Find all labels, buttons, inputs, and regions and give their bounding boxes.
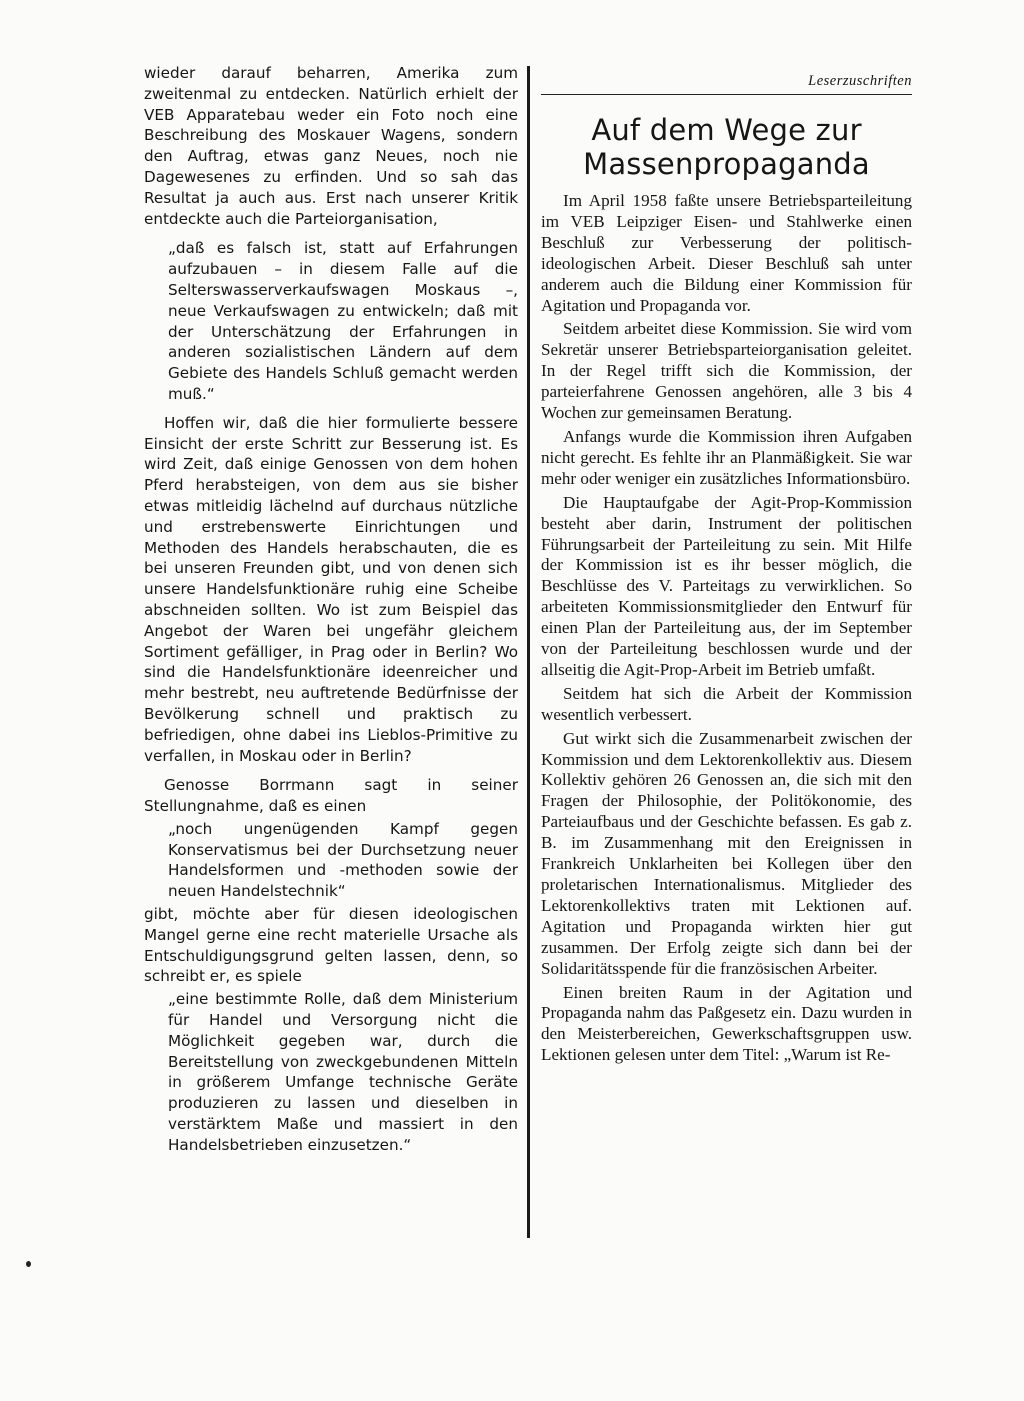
- left-paragraph-2: Hoffen wir, daß die hier formulierte bessere Einsicht der erste Schritt zur Besserung ist. Es wird Zeit, daß einige Genossen von dem hohen Pferd herabsteigen, von dem aus sie bisher etwas mitleidig lächelnd auf durchaus nützliche und erstrebenswerte Einrichtungen und Methoden des Handels herabschauten, die es bei unseren Freunden gibt, und von denen sich unsere Handelsfunktionäre ruhig eine Scheibe abschneiden sollten. Wo ist zum Beispiel das Angebot der Waren bei ungefähr gleichem Sortiment gefälliger, in Prag oder in Berlin? Wo sind die Handelsfunktionäre ideenreicher und mehr bestrebt, neu auftretende Bedürfnisse der Bevölkerung schnell und praktisch zu befriedigen, ohne dabei ins Lieblos-Primitive zu verfallen, in Moskau oder in Berlin?: [144, 413, 518, 765]
- margin-dot: [26, 1261, 31, 1267]
- right-paragraph-5: Seitdem hat sich die Arbeit der Kommission wesentlich verbessert.: [541, 683, 912, 724]
- right-paragraph-7: Einen breiten Raum in der Agitation und Propaganda nahm das Paßgesetz ein. Dazu wurden in den Meisterbereichen, Gewerkschaftsgruppen usw. Lektionen gelesen unter dem Titel: „Warum ist Re-: [541, 982, 912, 1065]
- left-column: [144, 63, 518, 1158]
- right-paragraph-4: Die Hauptaufgabe der Agit-Prop-Kommission besteht aber darin, Instrument der politischen Führungsarbeit der Parteileitung zu sein. Mit Hilfe der Kommission ist es ihr besser möglich, die Beschlüsse des V. Parteitags zu verwirklichen. So arbeiteten Kommissionsmitglieder den Entwurf für einen Plan der Parteileitung aus, der im September von der Parteileitung beschlossen wurde und der allseitig die Agit-Prop-Arbeit im Betrieb umfaßt.: [541, 492, 912, 679]
- left-paragraph-4: gibt, möchte aber für diesen ideologischen Mangel gerne eine recht materielle Ursache als Entschuldigungsgrund gelten lassen, denn, so schreibt er, es spiele: [144, 905, 518, 986]
- left-paragraph-1: wieder darauf beharren, Amerika zum zweitenmal zu entdecken. Natürlich erhielt der VEB Apparatebau weder ein Foto noch eine Beschreibung des Moskauer Wagens, sondern den Auftrag, etwas ganz Neues, noch nie Dagewesenes zu erfinden. Und so sah das Resultat ja auch aus. Erst nach unserer Kritik entdeckte auch die Parteiorganisation,: [144, 64, 518, 228]
- column-divider: [527, 66, 530, 1238]
- right-paragraph-2: Seitdem arbeitet diese Kommission. Sie wird vom Sekretär unserer Betriebsparteiorganisation geleitet. In der Regel trifft sich die Kommission, der parteierfahrene Genossen angehören, alle 3 bis 4 Wochen zur gemeinsamen Beratung.: [541, 319, 912, 423]
- article-title: Auf dem Wege zur Massenpropaganda: [583, 113, 870, 181]
- right-paragraph-3: Anfangs wurde die Kommission ihren Aufgaben nicht gerecht. Es fehlte ihr an Planmäßigkeit. Sie war mehr oder weniger ein zusätzliches Informationsbüro.: [541, 426, 912, 488]
- right-paragraph-6: Gut wirkt sich die Zusammenarbeit zwischen der Kommission und dem Lektorenkollektiv aus. Diesem Kollektiv gehören 26 Genossen an, die sich mit den Fragen der Philosophie, der Politökonomie, des Parteiaufbaus und der Geschichte befassen. Es gab z. B. im Zusammenhang mit den Ereignissen in Frankreich Unklarheiten bei Kollegen über den proletarischen Internationalismus. Mitglieder des Lektorenkollektivs traten mit Lektionen auf. Agitation und Propaganda wirkten hier gut zusammen. Der Erfolg zeigte sich dann bei der Solidaritätsspende für die französischen Arbeiter.: [541, 728, 912, 978]
- right-paragraph-1: Im April 1958 faßte unsere Betriebsparteileitung im VEB Leipziger Eisen- und Stahlwerke einen Beschluß zur Verbesserung der politisch-ideologischen Arbeit. Dieser Beschluß sah unter anderem auch die Bildung einer Kommission für Agitation und Propaganda vor.: [541, 191, 912, 315]
- section-header: Leserzuschriften: [541, 73, 912, 95]
- left-quote-2: „noch ungenügenden Kampf gegen Konservatismus bei der Durchsetzung neuer Handelsformen und -methoden sowie der neuen Handelstechnik“: [168, 819, 518, 901]
- left-quote-1: „daß es falsch ist, statt auf Erfahrungen aufzubauen – in diesem Falle auf die Selterswasserverkaufswagen Moskaus –, neue Verkaufswagen zu entwickeln; daß mit der Unterschätzung der Erfahrungen in anderen sozialistischen Ländern auf dem Gebiete des Handels Schluß gemacht werden muß.“: [168, 239, 518, 403]
- left-paragraph-3: Genosse Borrmann sagt in seiner Stellungnahme, daß es einen: [144, 776, 518, 816]
- left-quote-3: „eine bestimmte Rolle, daß dem Ministerium für Handel und Versorgung nicht die Möglichkeit gegeben war, durch die Bereitstellung von zweckgebundenen Mitteln in größerem Umfange technische Geräte produzieren zu lassen und dieselben in verstärktem Maße und massiert in den Handelsbetrieben einzusetzen.“: [168, 990, 518, 1154]
- right-column: [541, 63, 912, 1069]
